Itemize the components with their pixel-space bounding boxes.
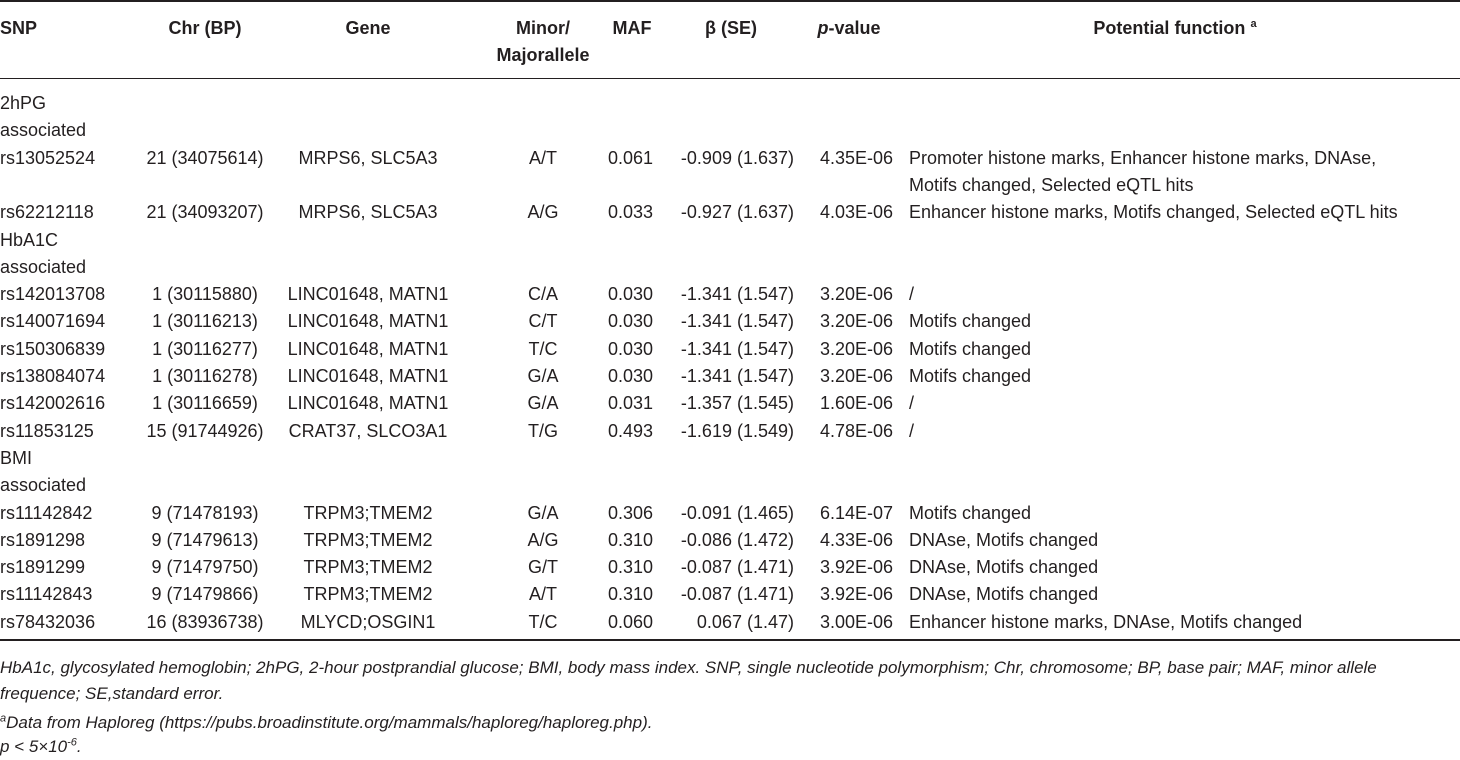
header-pvalue	[817, 15, 880, 42]
table-cell-func1: Enhancer histone marks, DNAse, Motifs changed	[909, 611, 1303, 632]
table-cell-func1: /	[909, 420, 915, 441]
table-cell-maf: 0.030	[607, 284, 653, 305]
table-cell-gene: TRPM3;TMEM2	[303, 529, 433, 550]
table-cell-gene: TRPM3;TMEM2	[303, 557, 433, 578]
header-chr: Chr (BP)	[168, 18, 242, 38]
table-cell-gene: LINC01648, MATN1	[287, 366, 449, 386]
table-cell-maf: 0.310	[607, 584, 653, 605]
table-cell-beta: -1.341 (1.547)	[680, 311, 794, 332]
table-cell-maf: 0.030	[607, 366, 653, 386]
table-cell-beta: -1.341 (1.547)	[680, 338, 794, 359]
table-cell-snp: rs11142843	[0, 584, 93, 605]
table-cell-chr: 1 (30116659)	[152, 393, 258, 414]
table-cell-func1: Promoter histone marks, Enhancer histone marks, DNAse,	[909, 147, 1377, 168]
table-cell-gene: CRAT37, SLCO3A1	[288, 420, 448, 441]
header-allele-line2: Majorallele	[496, 45, 590, 65]
table-cell-allele: C/T	[528, 311, 558, 332]
table-cell-p: 3.20E-06	[819, 366, 893, 386]
table-cell-p: 3.20E-06	[819, 284, 893, 305]
table-cell-gene: LINC01648, MATN1	[287, 311, 449, 332]
table-cell-func1: Motifs changed	[909, 502, 1032, 523]
table-cell-snp: rs142002616	[0, 393, 106, 414]
table-cell-allele: A/G	[527, 529, 559, 550]
table-cell-func1: Motifs changed	[909, 366, 1032, 386]
table-cell-snp: rs140071694	[0, 311, 106, 332]
group-label: BMI associated	[0, 447, 87, 495]
table-cell-beta: -1.357 (1.545)	[680, 393, 794, 414]
header-snp: SNP	[0, 18, 38, 38]
table-cell-beta: -0.087 (1.471)	[680, 584, 794, 605]
table-cell-allele: G/A	[527, 502, 559, 523]
table-cell-p: 3.00E-06	[819, 611, 893, 632]
table-cell-func1: Motifs changed	[909, 338, 1032, 359]
table-cell-allele: G/A	[527, 366, 559, 386]
table-cell-maf: 0.030	[607, 338, 653, 359]
table-cell-p: 1.60E-06	[819, 393, 893, 414]
table-cell-p: 3.20E-06	[819, 311, 893, 332]
footnote-source-text: Data from Haploreg (https://pubs.broadinstitute.org/mammals/haploreg/haploreg.php).	[6, 713, 653, 732]
header-p-italic: p	[817, 18, 829, 38]
footnote-source-sup: a	[0, 712, 7, 725]
table-cell-chr: 1 (30116278)	[152, 366, 258, 386]
table-cell-maf: 0.310	[607, 529, 653, 550]
table-cell-maf: 0.031	[607, 393, 653, 414]
table-cell-allele: A/T	[528, 147, 558, 168]
table-cell-maf: 0.061	[607, 147, 653, 168]
table-cell-gene: MRPS6, SLC5A3	[298, 202, 438, 223]
table-bottom-rule	[0, 639, 1460, 641]
table-cell-chr: 9 (71479750)	[151, 557, 259, 578]
table-cell-func1: /	[909, 284, 915, 305]
table-cell-beta: -0.086 (1.472)	[680, 529, 794, 550]
table-cell-snp: rs150306839	[0, 338, 106, 359]
group-label: HbA1C associated	[0, 229, 87, 277]
table-cell-func1: /	[909, 393, 915, 414]
footnote-abbreviations-line1: HbA1c, glycosylated hemoglobin; 2hPG, 2-hour postprandial glucose; BMI, body mass index. SNP, single nucleotide polymorphism; Chr, chromosome; BP, base pair; MAF, minor allele	[0, 658, 1377, 677]
table-cell-chr: 1 (30116213)	[152, 311, 258, 332]
header-beta: β (SE)	[705, 18, 757, 38]
table-cell-chr: 21 (34075614)	[146, 147, 264, 168]
table-cell-chr: 15 (91744926)	[146, 420, 264, 441]
table-cell-snp: rs1891299	[0, 557, 86, 578]
footnote-threshold	[0, 734, 82, 760]
footnote-threshold-exp: -6	[67, 736, 77, 749]
table-cell-func1: Motifs changed	[909, 311, 1032, 332]
table-top-rule	[0, 0, 1460, 2]
table-cell-snp: rs78432036	[0, 611, 96, 632]
table-cell-p: 6.14E-07	[819, 502, 893, 523]
table-cell-func1: DNAse, Motifs changed	[909, 557, 1099, 578]
table-cell-snp: rs11853125	[0, 420, 94, 441]
table-cell-allele: G/T	[528, 557, 558, 578]
table-cell-gene: MLYCD;OSGIN1	[300, 611, 436, 632]
table-cell-chr: 9 (71479613)	[151, 529, 259, 550]
table-cell-chr: 1 (30116277)	[152, 338, 258, 359]
table-cell-maf: 0.310	[607, 557, 653, 578]
table-cell-snp: rs13052524	[0, 147, 96, 168]
table-cell-func2: Motifs changed, Selected eQTL hits	[909, 174, 1194, 195]
table-cell-beta: -0.909 (1.637)	[680, 147, 794, 168]
table-cell-allele: T/C	[528, 611, 558, 632]
header-function	[1093, 15, 1256, 42]
table-cell-maf: 0.493	[607, 420, 653, 441]
footnote-threshold-base: p < 5×10	[0, 737, 68, 756]
table-cell-p: 4.03E-06	[819, 202, 893, 223]
table-cell-allele: A/T	[528, 584, 558, 605]
table-cell-snp: rs62212118	[0, 202, 94, 223]
table-cell-gene: TRPM3;TMEM2	[303, 584, 433, 605]
table-cell-snp: rs142013708	[0, 284, 106, 305]
table-header-rule	[0, 78, 1460, 79]
table-cell-beta: -1.341 (1.547)	[680, 284, 794, 305]
footnote-source	[0, 710, 652, 736]
table-cell-p: 3.92E-06	[819, 557, 893, 578]
table-cell-maf: 0.030	[607, 311, 653, 332]
header-p-suffix: -value	[828, 18, 881, 38]
footnote-abbreviations-line2: frequence; SE,standard error.	[0, 684, 224, 703]
table-cell-gene: LINC01648, MATN1	[287, 393, 449, 414]
table-cell-chr: 16 (83936738)	[146, 611, 264, 632]
table-cell-beta: -0.927 (1.637)	[680, 202, 794, 223]
header-allele	[496, 15, 589, 69]
table-cell-chr: 9 (71478193)	[151, 502, 259, 523]
footnote-threshold-end: .	[76, 737, 82, 756]
table-cell-beta: -0.091 (1.465)	[680, 502, 794, 523]
table-cell-snp: rs138084074	[0, 366, 106, 386]
table-cell-gene: LINC01648, MATN1	[287, 338, 449, 359]
header-gene: Gene	[345, 18, 391, 38]
table-cell-allele: T/G	[528, 420, 558, 441]
table-cell-p: 3.20E-06	[819, 338, 893, 359]
table-cell-chr: 21 (34093207)	[146, 202, 264, 223]
table-cell-p: 4.78E-06	[819, 420, 893, 441]
table-cell-allele: A/G	[527, 202, 559, 223]
table-cell-p: 4.35E-06	[819, 147, 893, 168]
header-maf: MAF	[612, 18, 652, 38]
table-cell-gene: MRPS6, SLC5A3	[298, 147, 438, 168]
table-cell-beta: -0.087 (1.471)	[680, 557, 794, 578]
table-cell-beta: -1.619 (1.549)	[680, 420, 794, 441]
table-cell-chr: 9 (71479866)	[151, 584, 259, 605]
table-cell-snp: rs1891298	[0, 529, 86, 550]
header-allele-line1: Minor/	[515, 18, 570, 38]
table-cell-p: 4.33E-06	[819, 529, 893, 550]
table-cell-maf: 0.306	[607, 502, 653, 523]
table-cell-snp: rs11142842	[0, 502, 93, 523]
table-cell-func1: DNAse, Motifs changed	[909, 584, 1099, 605]
table-cell-chr: 1 (30115880)	[152, 284, 258, 305]
header-function-sup: a	[1250, 18, 1257, 30]
table-cell-beta: 0.067 (1.47)	[696, 611, 794, 632]
group-label: 2hPG associated	[0, 93, 87, 140]
table-cell-gene: TRPM3;TMEM2	[303, 502, 433, 523]
table-cell-gene: LINC01648, MATN1	[287, 284, 449, 305]
table-cell-maf: 0.060	[607, 611, 653, 632]
table-cell-allele: G/A	[527, 393, 559, 414]
table-cell-allele: C/A	[527, 284, 559, 305]
header-function-label: Potential function	[1093, 18, 1246, 38]
table-cell-beta: -1.341 (1.547)	[680, 366, 794, 386]
table-cell-p: 3.92E-06	[819, 584, 893, 605]
table-cell-func1: Enhancer histone marks, Motifs changed, Selected eQTL hits	[909, 202, 1398, 223]
table-cell-func1: DNAse, Motifs changed	[909, 529, 1099, 550]
table-cell-allele: T/C	[528, 338, 558, 359]
table-cell-maf: 0.033	[607, 202, 653, 223]
